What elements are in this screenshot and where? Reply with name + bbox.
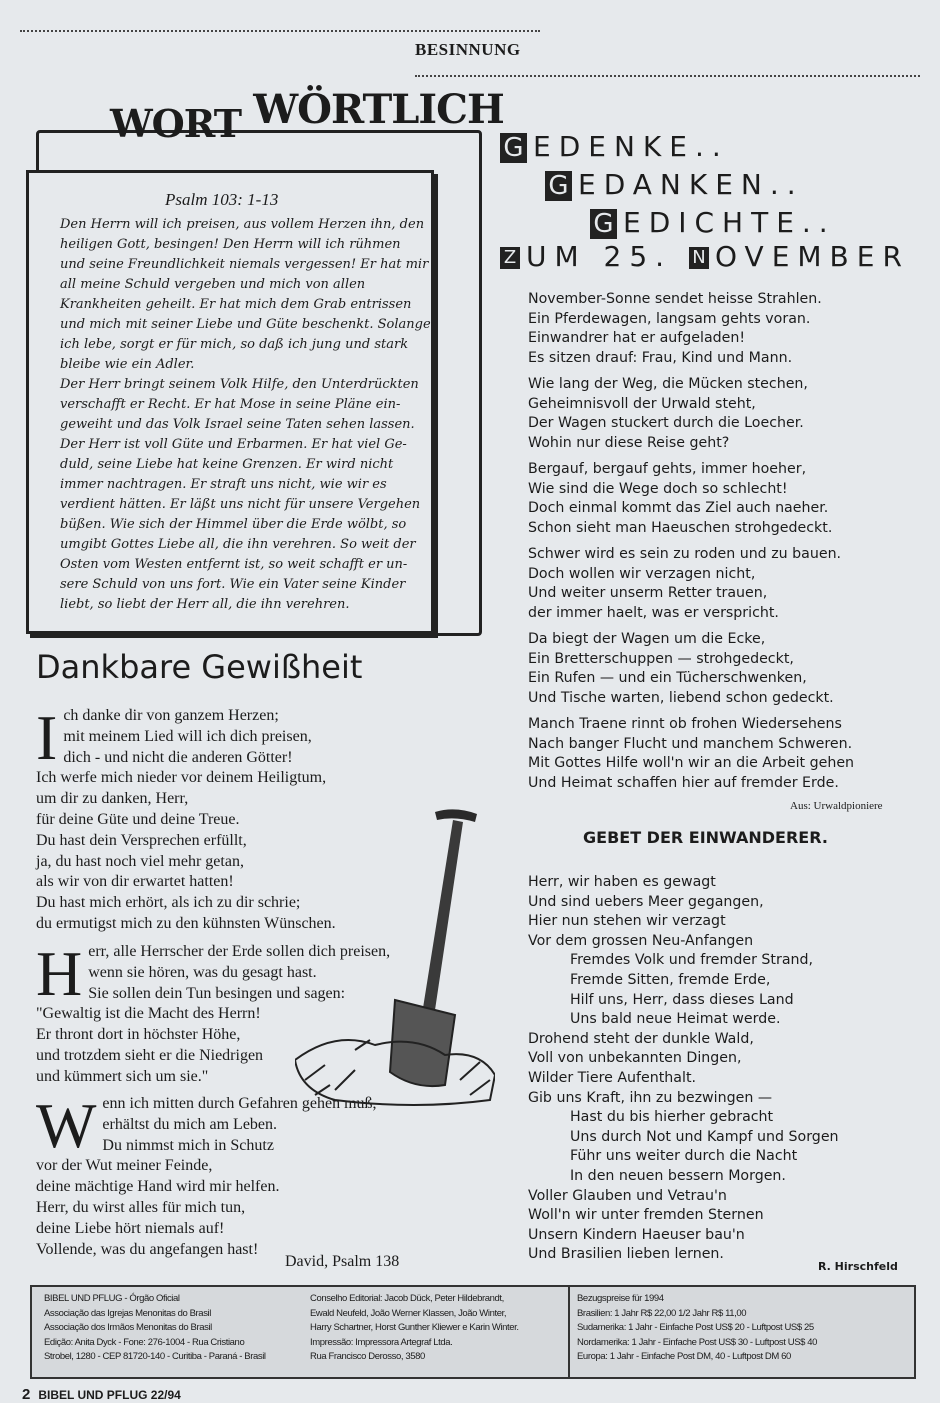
- poem-line: Schwer wird es sein zu roden und zu bauen.: [528, 546, 842, 562]
- gebet-line: Uns bald neue Heimat werde.: [570, 1011, 781, 1028]
- dankbare-paragraph-3: [36, 1090, 426, 1260]
- dankbare-line: für deine Güte und deine Treue.: [36, 810, 240, 828]
- gedenke-row-4a: UM 25.: [526, 240, 673, 273]
- poem-line: Und Tische warten, liebend schon gedeckt.: [528, 689, 834, 706]
- dankbare-line: als wir von dir erwartet hatten!: [36, 873, 234, 891]
- drop-cap: W: [36, 1090, 97, 1161]
- poem-stanza: [528, 290, 908, 368]
- masthead-column-1: [44, 1292, 266, 1365]
- poem-line: Doch wollen wir verzagen nicht,: [528, 565, 756, 582]
- psalm-line: immer nachtragen. Er straft uns nicht, wie wir es: [60, 477, 387, 492]
- gedenke-row-3: EDICHTE..: [623, 206, 836, 239]
- poem-line: der immer haelt, was er verspricht.: [528, 604, 779, 621]
- initial-g-1: G: [500, 133, 527, 163]
- drop-cap: I: [36, 702, 58, 773]
- masthead-column-3: [577, 1292, 817, 1365]
- psalm-line: umgibt Gottes Liebe all, die ihn verehren. So weit der: [60, 537, 416, 552]
- masthead-box: [30, 1285, 916, 1379]
- top-dotted-rule: [20, 30, 540, 32]
- psalm-line: verdient hätten. Er läßt uns nicht für unsere Vergehen: [60, 497, 421, 512]
- section-title: BESINNUNG: [415, 40, 521, 59]
- masthead-column-2: [310, 1292, 519, 1365]
- poem-line: Doch einmal kommt das Ziel auch naeher.: [528, 500, 829, 516]
- gebet-author: R. Hirschfeld: [818, 1260, 898, 1273]
- psalm-line: büßen. Wie sich der Himmel über die Erde wölbt, so: [60, 517, 407, 532]
- poem-line: Und weiter unserm Retter trauen,: [528, 585, 768, 601]
- initial-g-2: G: [545, 171, 572, 201]
- gebet-line: Und Brasilien lieben lernen.: [528, 1246, 724, 1263]
- psalm-line: bleibe wie ein Adler.: [60, 357, 195, 372]
- poem-line: Ein Pferdewagen, langsam gehts voran.: [528, 310, 811, 327]
- psalm-line: Osten vom Westen entfernt ist, so weit schafft er un-: [60, 557, 408, 572]
- masthead-line: Europa: 1 Jahr - Einfache Post DM, 40 - Luftpost DM 60: [577, 1351, 791, 1362]
- wort-title-part1: WORT: [110, 101, 241, 146]
- dankbare-line: err, alle Herrscher der Erde sollen dich preisen,: [88, 943, 391, 960]
- dankbare-line: Herr, du wirst alles für mich tun,: [36, 1198, 246, 1216]
- gedenke-row-2: EDANKEN..: [578, 168, 804, 201]
- dankbare-line: dich - und nicht die anderen Götter!: [63, 748, 293, 766]
- page-footer: [22, 1386, 181, 1403]
- poem-line: Einwandrer hat er aufgeladen!: [528, 330, 746, 346]
- masthead-line: Harry Schartner, Horst Gunther Kliewer e Karin Winter.: [310, 1322, 519, 1333]
- poem-line: Manch Traene rinnt ob frohen Wiedersehens: [528, 716, 842, 732]
- psalm-line: Der Herr ist voll Güte und Erbarmen. Er hat viel Ge-: [60, 437, 407, 452]
- masthead-divider: [568, 1287, 570, 1377]
- poem-line: Der Wagen stuckert durch die Loecher.: [528, 415, 804, 431]
- gebet-line: Hier nun stehen wir verzagt: [528, 913, 726, 930]
- dankbare-line: deine Liebe hört niemals auf!: [36, 1219, 225, 1237]
- poem-line: Da biegt der Wagen um die Ecke,: [528, 631, 766, 647]
- dankbare-line: mit meinem Lied will ich dich preisen,: [63, 727, 312, 745]
- psalm-line: Krankheiten geheilt. Er hat mich dem Grab entrissen: [60, 297, 412, 312]
- initial-z: Z: [500, 247, 520, 269]
- dankbare-line: Du hast mich erhört, als ich zu dir schrie;: [36, 894, 301, 912]
- gebet-line: Woll'n wir unter fremden Sternen: [528, 1207, 764, 1224]
- dankbare-line: wenn sie hören, was du gesagt hast.: [88, 963, 317, 981]
- masthead-line: Bezugspreise für 1994: [577, 1293, 664, 1304]
- gebet-line: Und sind uebers Meer gegangen,: [528, 893, 764, 910]
- poem-line: Mit Gottes Hilfe woll'n wir an die Arbeit gehen: [528, 755, 855, 771]
- psalm-reference: Psalm 103: 1-13: [165, 190, 279, 209]
- dankbare-line: Du hast dein Versprechen erfüllt,: [36, 831, 247, 849]
- dankbare-line: Ich werfe mich nieder vor deinem Heiligtum,: [36, 769, 327, 787]
- poem-line: Wie sind die Wege doch so schlecht!: [528, 480, 788, 497]
- dankbare-line: Vollende, was du angefangen hast!: [36, 1240, 259, 1258]
- psalm-line: heiligen Gott, besingen! Den Herrn will ich rühmen: [60, 237, 401, 252]
- masthead-line: Strobel, 1280 - CEP 81720-140 - Curitiba - Paraná - Brasil: [44, 1351, 266, 1362]
- psalm-line: duld, seine Liebe hat keine Grenzen. Er wird nicht: [60, 457, 394, 472]
- dankbare-line: Du nimmst mich in Schutz: [102, 1136, 274, 1154]
- gebet-line: Gib uns Kraft, ihn zu bezwingen —: [528, 1089, 773, 1106]
- masthead-line: Edição: Anita Dyck - Fone: 276-1004 - Rua Cristiano: [44, 1336, 245, 1348]
- gebet-line: Voll von unbekannten Dingen,: [528, 1050, 742, 1067]
- masthead-line: Associação dos Irmãos Menonitas do Brasil: [44, 1322, 212, 1333]
- poem-line: Geheimnisvoll der Urwald steht,: [528, 395, 756, 412]
- dankbare-line: enn ich mitten durch Gefahren gehen muß,: [102, 1095, 377, 1112]
- masthead-line: Sudamerika: 1 Jahr - Einfache Post US$ 20 - Luftpost US$ 25: [577, 1322, 814, 1333]
- gebet-line: Voller Glauben und Vetrau'n: [528, 1187, 727, 1204]
- poem-line: Ein Rufen — und ein Tücherschwenken,: [528, 670, 807, 686]
- dankbare-line: du ermutigst mich zu den kühnsten Wünschen.: [36, 914, 336, 932]
- psalm-line: liebt, so liebt der Herr all, die ihn verehren.: [60, 597, 350, 612]
- dankbare-line: vor der Wut meiner Feinde,: [36, 1157, 213, 1175]
- dankbare-line: um dir zu danken, Herr,: [36, 790, 189, 808]
- page-footer-text: BIBEL UND PFLUG 22/94: [38, 1388, 181, 1402]
- gebet-title: GEBET DER EINWANDERER.: [583, 828, 828, 847]
- gebet-poem: [528, 873, 918, 1265]
- psalm-line: verschafft er Recht. Er hat Mose in seine Pläne ein-: [60, 397, 401, 412]
- poem-stanza: [528, 460, 908, 538]
- dankbare-line: und kümmert sich um sie.": [36, 1067, 209, 1085]
- dankbare-line: ja, du hast noch viel mehr getan,: [36, 852, 244, 870]
- dankbare-signature: David, Psalm 138: [285, 1253, 400, 1270]
- poem-line: Es sitzen drauf: Frau, Kind und Mann.: [528, 349, 793, 366]
- shovel-illustration-icon: [295, 800, 495, 1110]
- dankbare-line: "Gewaltig ist die Macht des Herrn!: [36, 1005, 261, 1023]
- gebet-line: Herr, wir haben es gewagt: [528, 874, 716, 890]
- masthead-line: Rua Francisco Derosso, 3580: [310, 1351, 425, 1362]
- gebet-line: Fremde Sitten, fremde Erde,: [570, 971, 771, 988]
- wort-title-part2: WÖRTLICH: [253, 86, 504, 133]
- dankbare-line: Sie sollen dein Tun besingen und sagen:: [88, 984, 346, 1002]
- masthead-line: BIBEL UND PFLUG - Órgão Oficial: [44, 1293, 180, 1304]
- masthead-line: Ewald Neufeld, João Werner Klassen, João Winter,: [310, 1307, 507, 1319]
- poem-line: Schon sieht man Haeuschen strohgedeckt.: [528, 519, 833, 536]
- psalm-text: [60, 215, 431, 615]
- masthead-line: Associação das Igrejas Menonitas do Brasil: [44, 1307, 211, 1319]
- masthead-line: Conselho Editorial: Jacob Dück, Peter Hildebrandt,: [310, 1293, 504, 1304]
- psalm-line: geweiht und das Volk Israel seine Taten sehen lassen.: [60, 417, 415, 432]
- gebet-line: In den neuen bessern Morgen.: [570, 1167, 786, 1184]
- psalm-line: all meine Schuld vergeben und mich von allen: [60, 277, 366, 292]
- dankbare-line: ch danke dir von ganzem Herzen;: [63, 707, 279, 724]
- psalm-line: ich lebe, sorgt er für mich, so daß ich jung und stark: [60, 337, 409, 352]
- poem-line: Ein Bretterschuppen — strohgedeckt,: [528, 650, 794, 667]
- gebet-line: Hilf uns, Herr, dass dieses Land: [570, 991, 794, 1008]
- wort-woertlich-title: [110, 86, 504, 147]
- gedenke-row-1: EDENKE..: [533, 130, 729, 163]
- poem-line: Wie lang der Weg, die Mücken stechen,: [528, 376, 808, 392]
- section-dotted-rule: [415, 75, 920, 77]
- poem-stanza: [528, 375, 908, 453]
- initial-g-3: G: [590, 209, 617, 239]
- poem-stanza: [528, 545, 908, 623]
- dankbare-line: erhältst du mich am Leben.: [102, 1115, 278, 1133]
- psalm-line: und seine Freundlichkeit niemals vergessen! Er hat mir: [60, 257, 429, 272]
- psalm-line: und mich mit seiner Liebe und Güte beschenkt. Solange: [60, 317, 431, 332]
- poem-line: Und Heimat schaffen hier auf fremder Erde.: [528, 774, 839, 791]
- psalm-line: Den Herrn will ich preisen, aus vollem Herzen ihn, den: [60, 217, 425, 232]
- gebet-line: Uns durch Not und Kampf und Sorgen: [570, 1128, 839, 1145]
- gedenke-row-4b: OVEMBER: [715, 240, 910, 273]
- dankbare-line: deine mächtige Hand wird mir helfen.: [36, 1178, 280, 1196]
- masthead-line: Nordamerika: 1 Jahr - Einfache Post US$ 30 - Luftpost US$ 40: [577, 1336, 818, 1348]
- poem-source: Aus: Urwaldpioniere: [790, 800, 883, 812]
- gebet-line: Fremdes Volk und fremder Strand,: [570, 952, 814, 969]
- psalm-line: Der Herr bringt seinem Volk Hilfe, den Unterdrückten: [60, 377, 419, 392]
- drop-cap: H: [36, 938, 83, 1009]
- dankbare-line: Er thront dort in höchster Höhe,: [36, 1026, 241, 1044]
- poem-line: Nach banger Flucht und manchem Schweren.: [528, 735, 853, 752]
- initial-n: N: [689, 247, 709, 269]
- poem-line: Wohin nur diese Reise geht?: [528, 434, 730, 451]
- masthead-line: Impressão: Impressora Artegraf Ltda.: [310, 1336, 453, 1348]
- dankbare-title: Dankbare Gewißheit: [36, 648, 363, 686]
- november-poem: [528, 290, 908, 800]
- gebet-line: Führ uns weiter durch die Nacht: [570, 1148, 798, 1165]
- poem-line: Bergauf, bergauf gehts, immer hoeher,: [528, 461, 807, 477]
- poem-stanza: [528, 715, 908, 793]
- psalm-line: sere Schuld von uns fort. Wie ein Vater seine Kinder: [60, 577, 406, 592]
- gebet-line: Unsern Kindern Haeuser bau'n: [528, 1226, 745, 1243]
- poem-stanza: [528, 630, 908, 708]
- gebet-line: Hast du bis hierher gebracht: [570, 1109, 774, 1126]
- page-number: 2: [22, 1386, 31, 1403]
- dankbare-line: und trotzdem sieht er die Niedrigen: [36, 1046, 264, 1064]
- gebet-line: Vor dem grossen Neu-Anfangen: [528, 932, 754, 949]
- gebet-line: Wilder Tiere Aufenthalt.: [528, 1069, 697, 1086]
- gebet-line: Drohend steht der dunkle Wald,: [528, 1030, 754, 1047]
- masthead-line: Brasilien: 1 Jahr R$ 22,00 1/2 Jahr R$ 11,00: [577, 1307, 747, 1319]
- poem-line: November-Sonne sendet heisse Strahlen.: [528, 291, 822, 307]
